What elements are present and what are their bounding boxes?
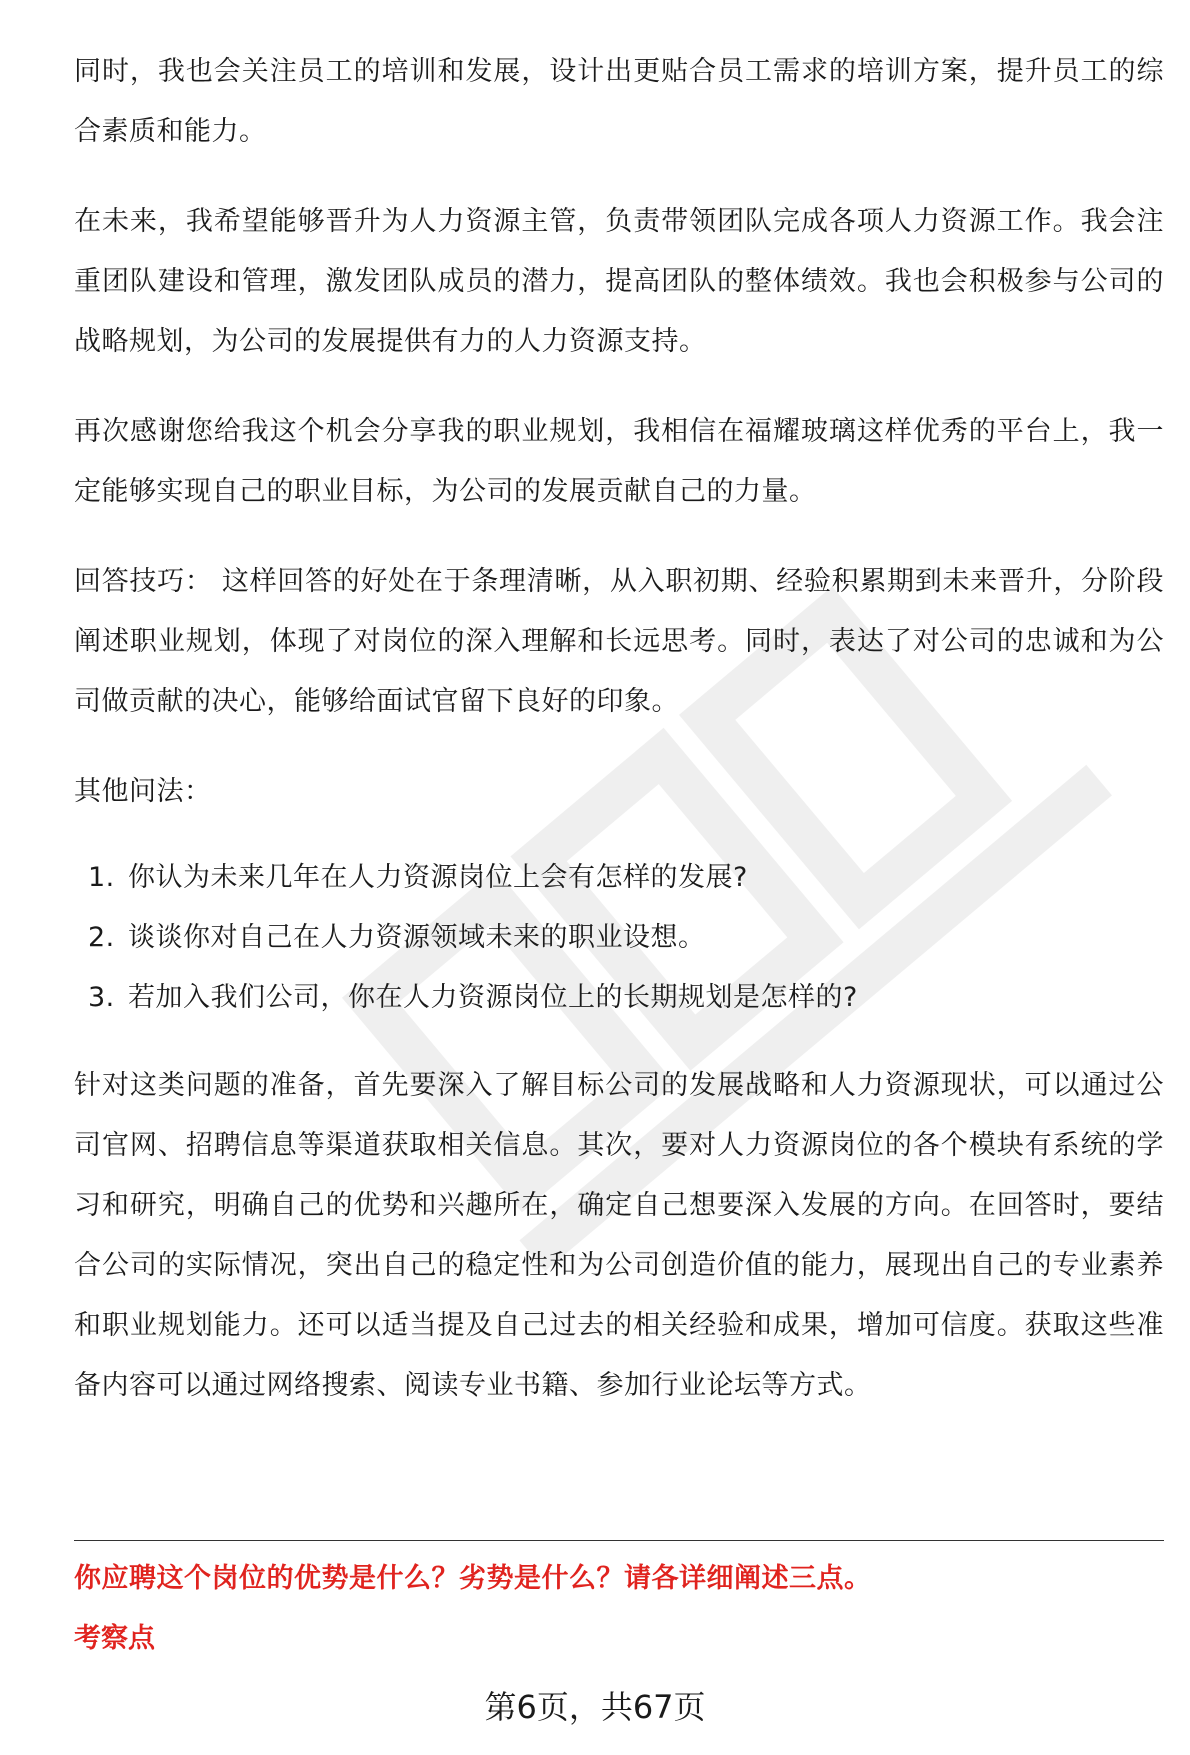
paragraph-future: 在未来，我希望能够晋升为人力资源主管，负责带领团队完成各项人力资源工作。我会注重团队建设和管理，激发团队成员的潜力，提高团队的整体绩效。我也会积极参与公司的战略规划，为公司的发展提供有力的人力资源支持。	[74, 206, 1164, 357]
next-question-title: 你应聘这个岗位的优势是什么？劣势是什么？请各详细阐述三点。	[74, 1563, 872, 1594]
paragraph-preparation: 针对这类问题的准备，首先要深入了解目标公司的发展战略和人力资源现状，可以通过公司官网、招聘信息等渠道获取相关信息。其次，要对人力资源岗位的各个模块有系统的学习和研究，明确自己的优势和兴趣所在，确定自己想要深入发展的方向。在回答时，要结合公司的实际情况，突出自己的稳定性和为公司创造价值的能力，展现出自己的专业素养和职业规划能力。还可以适当提及自己过去的相关经验和成果，增加可信度。获取这些准备内容可以通过网络搜索、阅读专业书籍、参加行业论坛等方式。	[74, 1070, 1164, 1401]
other-questions-list	[74, 848, 1164, 1028]
list-item-text: 你认为未来几年在人力资源岗位上会有怎样的发展?	[128, 862, 748, 893]
list-item-number: 3.	[88, 982, 115, 1013]
section-divider	[74, 1540, 1164, 1541]
paragraph-thanks: 再次感谢您给我这个机会分享我的职业规划，我相信在福耀玻璃这样优秀的平台上，我一定能够实现自己的职业目标，为公司的发展贡献自己的力量。	[74, 416, 1164, 507]
list-item	[88, 848, 1164, 908]
other-questions-heading: 其他问法：	[74, 776, 212, 807]
page-number-footer: 第6页，共67页	[484, 1688, 706, 1726]
list-item	[88, 968, 1164, 1028]
list-item	[88, 908, 1164, 968]
paragraph-training: 同时，我也会关注员工的培训和发展，设计出更贴合员工需求的培训方案，提升员工的综合素质和能力。	[74, 56, 1164, 147]
list-item-text: 谈谈你对自己在人力资源领域未来的职业设想。	[128, 922, 706, 953]
list-item-number: 2.	[88, 922, 115, 953]
document-body	[74, 42, 1164, 1446]
list-item-text: 若加入我们公司，你在人力资源岗位上的长期规划是怎样的?	[128, 982, 858, 1013]
paragraph-answer-tips: 回答技巧： 这样回答的好处在于条理清晰，从入职初期、经验积累期到未来晋升，分阶段阐述职业规划，体现了对岗位的深入理解和长远思考。同时，表达了对公司的忠诚和为公司做贡献的决心，能够给面试官留下良好的印象。	[74, 566, 1164, 717]
list-item-number: 1.	[88, 862, 115, 893]
section-label: 考察点	[74, 1623, 155, 1654]
